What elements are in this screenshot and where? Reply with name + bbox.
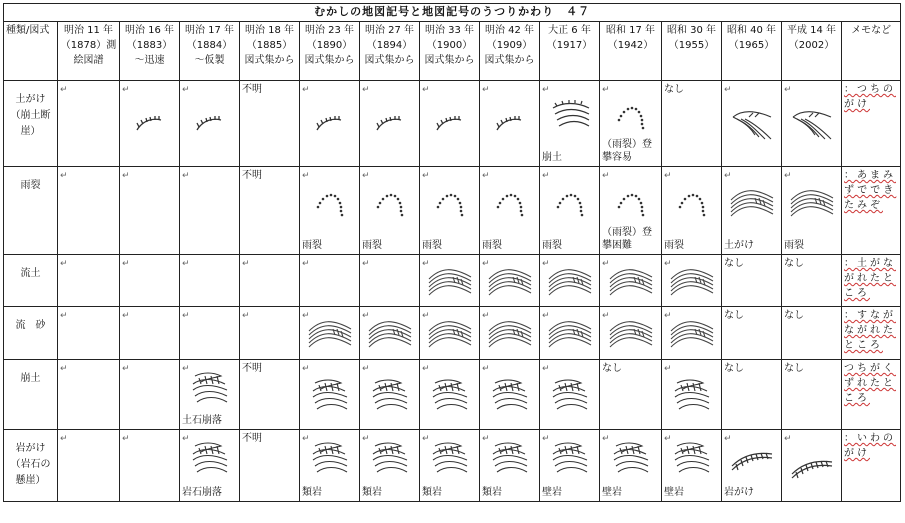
row-header: 流 砂 xyxy=(4,307,58,360)
symbol-cell xyxy=(722,360,782,430)
paragraph-mark: ↵ xyxy=(362,364,370,374)
column-header: 明治 33 年（1900）図式集から xyxy=(420,22,480,81)
symbol-cell xyxy=(662,81,722,167)
paragraph-mark: ↵ xyxy=(362,311,370,321)
paragraph-mark: ↵ xyxy=(60,434,68,444)
symbol-cell xyxy=(540,360,600,430)
symbol-caption: 岩がけ xyxy=(724,487,754,498)
paragraph-mark: ↵ xyxy=(542,259,550,269)
paragraph-mark: ↵ xyxy=(664,434,672,444)
symbol-cell xyxy=(662,167,722,255)
paragraph-mark: ↵ xyxy=(302,171,310,181)
waves-symbol-icon xyxy=(367,317,413,349)
memo-note: ：土がながれたところ xyxy=(842,255,901,307)
symbol-cell xyxy=(120,255,180,307)
symbol-caption: 雨裂 xyxy=(482,240,502,251)
column-header: 明治 23 年（1890）図式集から xyxy=(300,22,360,81)
symbol-cell xyxy=(360,81,420,167)
waves-symbol-icon xyxy=(487,265,533,297)
row-header: 雨裂 xyxy=(4,167,58,255)
waves-symbol-icon xyxy=(427,265,473,297)
symbol-cell xyxy=(300,81,360,167)
symbol-cell xyxy=(782,255,842,307)
symbol-cell xyxy=(540,307,600,360)
rock-symbol-icon xyxy=(369,377,411,413)
cell-text: なし xyxy=(784,258,804,269)
symbol-caption: 壁岩 xyxy=(664,487,684,498)
symbol-caption: 土がけ xyxy=(724,240,754,251)
symbol-caption: 壁岩 xyxy=(602,487,622,498)
cell-text: なし xyxy=(724,363,744,374)
paragraph-mark: ↵ xyxy=(602,259,610,269)
paragraph-mark: ↵ xyxy=(724,85,732,95)
symbol-cell xyxy=(600,430,662,502)
symbol-cell xyxy=(240,307,300,360)
symbol-cell xyxy=(360,360,420,430)
waves-symbol-icon xyxy=(427,317,473,349)
rock-symbol-icon xyxy=(489,377,531,413)
column-header: 大正 6 年（1917） xyxy=(540,22,600,81)
dotarc-symbol-icon xyxy=(615,185,647,219)
cell-text: 不明 xyxy=(242,170,262,181)
dotarc-symbol-icon xyxy=(374,185,406,219)
memo-note: ：あまみずでできたみぞ xyxy=(842,167,901,255)
symbol-cell xyxy=(722,167,782,255)
table-row xyxy=(4,307,901,360)
paragraph-mark: ↵ xyxy=(242,311,250,321)
symbol-caption: 雨裂 xyxy=(362,240,382,251)
waves-symbol-icon xyxy=(669,265,715,297)
symbol-cell xyxy=(240,167,300,255)
column-header: 種類/図式 xyxy=(4,22,58,81)
paragraph-mark: ↵ xyxy=(422,171,430,181)
paragraph-mark: ↵ xyxy=(60,364,68,374)
symbol-cell xyxy=(300,360,360,430)
hook-symbol-icon xyxy=(375,114,405,134)
symbol-cell xyxy=(120,430,180,502)
waves-symbol-icon xyxy=(608,317,654,349)
paragraph-mark: ↵ xyxy=(362,434,370,444)
paragraph-mark: ↵ xyxy=(302,434,310,444)
paragraph-mark: ↵ xyxy=(302,85,310,95)
rock-symbol-icon xyxy=(369,440,411,476)
dotarc-symbol-icon xyxy=(434,185,466,219)
symbol-cell xyxy=(300,255,360,307)
cell-text: なし xyxy=(664,84,684,95)
rock-symbol-icon xyxy=(309,377,351,413)
paragraph-mark: ↵ xyxy=(422,364,430,374)
symbol-cell xyxy=(480,255,540,307)
paragraph-mark: ↵ xyxy=(422,85,430,95)
cliff-symbol-icon xyxy=(731,107,773,141)
symbol-cell xyxy=(58,167,120,255)
symbol-caption: 崩土 xyxy=(542,152,562,163)
hook-symbol-icon xyxy=(315,114,345,134)
paragraph-mark: ↵ xyxy=(482,434,490,444)
waves-symbol-icon xyxy=(487,317,533,349)
paragraph-mark: ↵ xyxy=(122,171,130,181)
memo-note: ：いわのがけ xyxy=(842,430,901,502)
symbol-cell xyxy=(480,81,540,167)
paragraph-mark: ↵ xyxy=(482,259,490,269)
cell-text: なし xyxy=(784,363,804,374)
symbol-caption: 土石崩落 xyxy=(182,415,222,426)
waves-symbol-icon xyxy=(789,186,835,218)
row-header: 岩がけ（岩石の懸崖） xyxy=(4,430,58,502)
paragraph-mark: ↵ xyxy=(542,364,550,374)
symbol-caption: 類岩 xyxy=(302,487,322,498)
symbol-cell xyxy=(600,167,662,255)
paragraph-mark: ↵ xyxy=(482,171,490,181)
row-header: 流土 xyxy=(4,255,58,307)
column-header: 明治 18 年（1885）図式集から xyxy=(240,22,300,81)
table-row xyxy=(4,167,901,255)
rock-symbol-icon xyxy=(549,377,591,413)
symbol-cell xyxy=(662,360,722,430)
paragraph-mark: ↵ xyxy=(724,171,732,181)
symbol-cell xyxy=(360,255,420,307)
rock-symbol-icon xyxy=(549,440,591,476)
symbol-cell xyxy=(420,167,480,255)
paragraph-mark: ↵ xyxy=(60,259,68,269)
paragraph-mark: ↵ xyxy=(422,311,430,321)
paragraph-mark: ↵ xyxy=(482,85,490,95)
paragraph-mark: ↵ xyxy=(664,311,672,321)
paragraph-mark: ↵ xyxy=(182,259,190,269)
symbol-cell xyxy=(180,255,240,307)
waves-symbol-icon xyxy=(669,317,715,349)
column-header: 明治 42 年（1909）図式集から xyxy=(480,22,540,81)
rock-symbol-icon xyxy=(189,370,231,406)
symbol-cell xyxy=(180,307,240,360)
paragraph-mark: ↵ xyxy=(242,259,250,269)
waves-symbol-icon xyxy=(608,265,654,297)
symbol-caption: 類岩 xyxy=(362,487,382,498)
paragraph-mark: ↵ xyxy=(122,364,130,374)
symbol-cell xyxy=(58,307,120,360)
symbol-cell xyxy=(360,307,420,360)
paragraph-mark: ↵ xyxy=(602,434,610,444)
hook-symbol-icon xyxy=(435,114,465,134)
paragraph-mark: ↵ xyxy=(122,259,130,269)
symbol-caption: 岩石崩落 xyxy=(182,487,222,498)
rock-symbol-icon xyxy=(671,440,713,476)
paragraph-mark: ↵ xyxy=(664,171,672,181)
symbol-cell xyxy=(58,81,120,167)
paragraph-mark: ↵ xyxy=(422,434,430,444)
paragraph-mark: ↵ xyxy=(784,85,792,95)
symbol-cell xyxy=(360,167,420,255)
symbol-cell xyxy=(58,360,120,430)
symbol-caption: 壁岩 xyxy=(542,487,562,498)
paragraph-mark: ↵ xyxy=(302,364,310,374)
symbol-cell xyxy=(240,255,300,307)
symbol-cell xyxy=(120,360,180,430)
paragraph-mark: ↵ xyxy=(182,171,190,181)
paragraph-mark: ↵ xyxy=(664,364,672,374)
symbol-caption: 雨裂 xyxy=(422,240,442,251)
dotarc-symbol-icon xyxy=(615,98,647,132)
symbol-cell xyxy=(782,307,842,360)
column-header: 昭和 17 年（1942） xyxy=(600,22,662,81)
paragraph-mark: ↵ xyxy=(182,434,190,444)
paragraph-mark: ↵ xyxy=(182,364,190,374)
table-row xyxy=(4,81,901,167)
symbol-caption: 類岩 xyxy=(422,487,442,498)
comb-symbol-icon xyxy=(730,442,774,474)
symbol-cell xyxy=(480,307,540,360)
paragraph-mark: ↵ xyxy=(784,434,792,444)
hook-symbol-icon xyxy=(195,114,225,134)
waves-symbol-icon xyxy=(547,317,593,349)
column-header: 明治 17 年（1884）～仮製 xyxy=(180,22,240,81)
column-header: 平成 14 年（2002） xyxy=(782,22,842,81)
paragraph-mark: ↵ xyxy=(122,85,130,95)
symbol-cell xyxy=(360,430,420,502)
hook-symbol-icon xyxy=(495,114,525,134)
paragraph-mark: ↵ xyxy=(602,171,610,181)
symbol-caption: 雨裂 xyxy=(664,240,684,251)
table-row xyxy=(4,255,901,307)
symbol-cell xyxy=(782,81,842,167)
symbol-cell xyxy=(420,430,480,502)
symbol-cell xyxy=(58,430,120,502)
paragraph-mark: ↵ xyxy=(122,434,130,444)
paragraph-mark: ↵ xyxy=(422,259,430,269)
paragraph-mark: ↵ xyxy=(664,259,672,269)
map-symbol-table xyxy=(3,3,901,502)
symbol-cell xyxy=(782,360,842,430)
waves-symbol-icon xyxy=(547,265,593,297)
rock-symbol-icon xyxy=(429,377,471,413)
symbol-cell xyxy=(600,255,662,307)
cell-text: なし xyxy=(724,310,744,321)
hook-symbol-icon xyxy=(135,114,165,134)
symbol-cell xyxy=(300,430,360,502)
cell-text: なし xyxy=(784,310,804,321)
symbol-cell xyxy=(180,167,240,255)
symbol-cell xyxy=(722,430,782,502)
symbol-cell xyxy=(722,255,782,307)
symbol-cell xyxy=(240,360,300,430)
memo-note: ：すながながれたところ xyxy=(842,307,901,360)
symbol-cell xyxy=(722,81,782,167)
table-row xyxy=(4,430,901,502)
column-header: メモなど xyxy=(842,22,901,81)
rock-symbol-icon xyxy=(610,440,652,476)
paragraph-mark: ↵ xyxy=(542,434,550,444)
symbol-cell xyxy=(120,307,180,360)
dotarc-symbol-icon xyxy=(554,185,586,219)
rock-symbol-icon xyxy=(489,440,531,476)
paragraph-mark: ↵ xyxy=(362,171,370,181)
paragraph-mark: ↵ xyxy=(482,311,490,321)
paragraph-mark: ↵ xyxy=(542,171,550,181)
paragraph-mark: ↵ xyxy=(302,259,310,269)
paragraph-mark: ↵ xyxy=(60,311,68,321)
symbol-caption: 雨裂 xyxy=(784,240,804,251)
table-row xyxy=(4,360,901,430)
symbol-cell xyxy=(600,81,662,167)
column-header: 明治 27 年（1894）図式集から xyxy=(360,22,420,81)
symbol-caption: （雨裂）登攀困難 xyxy=(602,227,652,251)
symbol-caption: 雨裂 xyxy=(542,240,562,251)
symbol-cell xyxy=(480,167,540,255)
waves-symbol-icon xyxy=(307,317,353,349)
memo-sheet xyxy=(3,3,901,502)
paragraph-mark: ↵ xyxy=(724,434,732,444)
paragraph-mark: ↵ xyxy=(362,259,370,269)
paragraph-mark: ↵ xyxy=(542,311,550,321)
symbol-cell xyxy=(180,360,240,430)
cell-text: なし xyxy=(602,363,622,374)
memo-note: ：つちのがけ xyxy=(842,81,901,167)
symbol-cell xyxy=(180,81,240,167)
dotarc-symbol-icon xyxy=(676,185,708,219)
landslide-symbol-icon xyxy=(549,100,591,130)
column-header: 昭和 40 年（1965） xyxy=(722,22,782,81)
symbol-cell xyxy=(300,167,360,255)
symbol-cell xyxy=(300,307,360,360)
column-header: 明治 16 年（1883）～迅速 xyxy=(120,22,180,81)
symbol-caption: 雨裂 xyxy=(302,240,322,251)
dotarc-symbol-icon xyxy=(314,185,346,219)
symbol-cell xyxy=(480,360,540,430)
symbol-cell xyxy=(782,167,842,255)
paragraph-mark: ↵ xyxy=(542,85,550,95)
paragraph-mark: ↵ xyxy=(60,85,68,95)
waves-symbol-icon xyxy=(729,186,775,218)
rock-symbol-icon xyxy=(309,440,351,476)
symbol-cell xyxy=(58,255,120,307)
paragraph-mark: ↵ xyxy=(482,364,490,374)
symbol-cell xyxy=(662,430,722,502)
symbol-cell xyxy=(600,307,662,360)
symbol-cell xyxy=(420,360,480,430)
symbol-cell xyxy=(540,255,600,307)
rock-symbol-icon xyxy=(189,440,231,476)
symbol-cell xyxy=(722,307,782,360)
symbol-cell xyxy=(662,307,722,360)
symbol-cell xyxy=(480,430,540,502)
symbol-cell xyxy=(120,167,180,255)
row-header: 崩土 xyxy=(4,360,58,430)
symbol-caption: （雨裂）登攀容易 xyxy=(602,139,652,163)
paragraph-mark: ↵ xyxy=(602,311,610,321)
paragraph-mark: ↵ xyxy=(362,85,370,95)
symbol-cell xyxy=(240,81,300,167)
symbol-cell xyxy=(180,430,240,502)
comb-symbol-icon xyxy=(790,450,834,482)
symbol-cell xyxy=(540,81,600,167)
paragraph-mark: ↵ xyxy=(60,171,68,181)
symbol-cell xyxy=(240,430,300,502)
symbol-cell xyxy=(600,360,662,430)
rock-symbol-icon xyxy=(671,377,713,413)
paragraph-mark: ↵ xyxy=(122,311,130,321)
cell-text: なし xyxy=(724,258,744,269)
symbol-cell xyxy=(120,81,180,167)
column-header: 昭和 30 年（1955） xyxy=(662,22,722,81)
symbol-cell xyxy=(782,430,842,502)
paragraph-mark: ↵ xyxy=(784,171,792,181)
dotarc-symbol-icon xyxy=(494,185,526,219)
table-title: むかしの地図記号と地図記号のうつりかわり ４７ xyxy=(4,4,901,22)
symbol-cell xyxy=(420,81,480,167)
symbol-caption: 類岩 xyxy=(482,487,502,498)
symbol-cell xyxy=(540,167,600,255)
cell-text: 不明 xyxy=(242,363,262,374)
rock-symbol-icon xyxy=(429,440,471,476)
paragraph-mark: ↵ xyxy=(602,85,610,95)
column-header: 明治 11 年（1878）測絵図譜 xyxy=(58,22,120,81)
cell-text: 不明 xyxy=(242,433,262,444)
symbol-cell xyxy=(420,255,480,307)
paragraph-mark: ↵ xyxy=(182,311,190,321)
paragraph-mark: ↵ xyxy=(182,85,190,95)
symbol-cell xyxy=(420,307,480,360)
symbol-cell xyxy=(540,430,600,502)
cliff-symbol-icon xyxy=(791,107,833,141)
memo-note: つちがくずれたところ xyxy=(842,360,901,430)
row-header: 土がけ（崩土断崖） xyxy=(4,81,58,167)
symbol-cell xyxy=(662,255,722,307)
cell-text: 不明 xyxy=(242,84,262,95)
paragraph-mark: ↵ xyxy=(302,311,310,321)
